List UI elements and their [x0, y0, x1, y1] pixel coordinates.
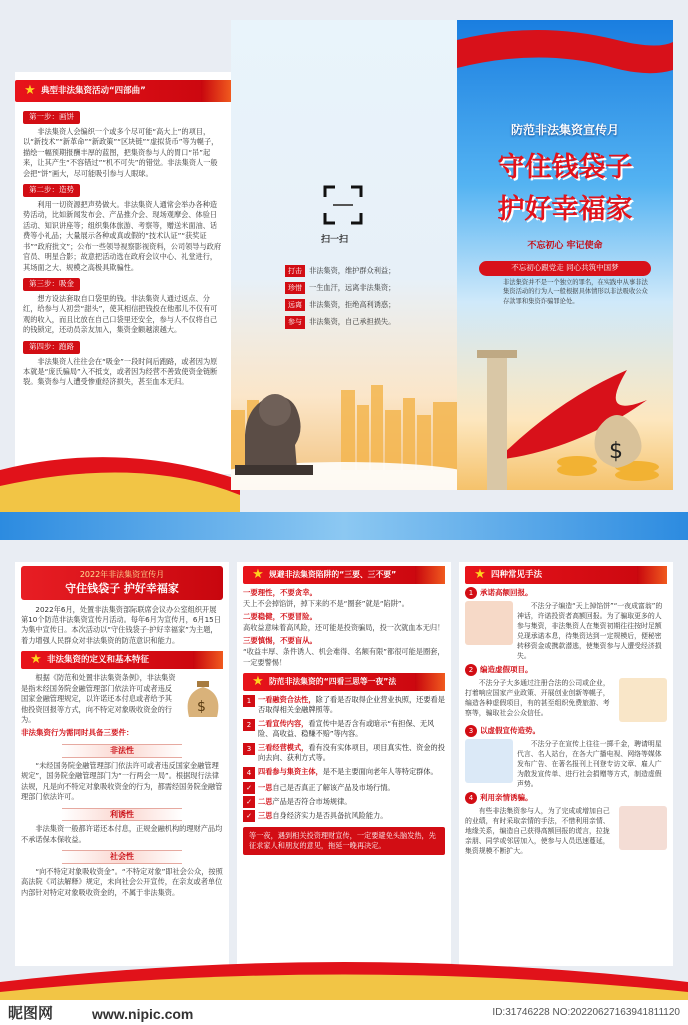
- star-icon: ★: [474, 567, 486, 582]
- four-looks-item: [243, 767, 445, 779]
- checkbox-icon: ✓: [243, 810, 255, 822]
- method-item: [465, 792, 667, 856]
- methods-list: [465, 587, 667, 856]
- three-thinks-item: [243, 782, 445, 794]
- features-title: 非法集资行为需同时具备三要件：: [21, 728, 134, 738]
- three-thinks-text: 自身经济实力是否具备抗风险能力。: [272, 810, 388, 820]
- campaign-intro: 2022年6月，处置非法集资部际联席会议办公室组织开展第10个防范非法集资宣传月活动。每年6月为宣传月，6月15日为集中宣传日。本次活动以“守住钱袋子·护好幸福家”为主题，着力增强人民群众对非法集资的防范意识和能力。: [21, 604, 221, 645]
- cover-kicker: 防范非法集资宣传月: [510, 123, 619, 137]
- three-dos-list: [243, 588, 445, 668]
- method-illustration: [465, 739, 513, 783]
- number-badge: 2: [243, 719, 255, 731]
- method-body: [465, 678, 667, 722]
- slogan-text: 非法集资，维护群众利益；: [309, 265, 396, 275]
- method-text: 不法分子在宣传上往往一掷千金，聘请明星代言、名人站台，在各大广播电视、网络等媒体发布广告、在著名报刊上刊登专访文章、雇人广为散发宣传单、进行社会捐赠等方式，制造虚假声势。: [517, 740, 662, 788]
- three-dos-header: ★ 规避非法集资陷阱的“三要、三不要”: [243, 566, 445, 584]
- slogan-text: 非法集资，拒绝高利诱惑；: [309, 300, 396, 310]
- campaign-banner: 2022年非法集资宣传月 守住钱袋子 护好幸福家: [21, 566, 223, 600]
- three-thinks-item: [243, 796, 445, 808]
- four-looks-list: [243, 695, 445, 779]
- slogan-tag: 远离: [285, 299, 305, 311]
- method-title: 利用亲情诱骗。: [480, 793, 533, 802]
- three-thinks-title: 一思: [258, 782, 273, 792]
- step-text: 非法集资人往往会在“吸金”一段时间后跑路，或者因为原本就是“庞氏骗局”入不抵支，或者因为经营不善致使资金链断裂。集资参与人遭受惨重经济损失，甚至血本无归。: [23, 356, 218, 387]
- three-thinks-text: 产品是否符合市场规律。: [272, 796, 352, 806]
- method-title-row: [465, 792, 667, 804]
- number-badge: 4: [243, 767, 255, 779]
- three-dos-title: 二要稳健，不要冒险。: [243, 612, 317, 622]
- star-icon: ★: [252, 567, 264, 582]
- inner-bottom-decor: [0, 942, 688, 1000]
- wait-one-night-box: 等一夜，遇到相关投资理财宣传，一定要避免头脑发热，先征求家人和朋友的意见，拖延一晚再决定。: [243, 827, 445, 856]
- four-looks-text: 看有没有实体项目，项目真实性、资金的投向去向、获利方式等。: [258, 742, 445, 763]
- method-text: 不法分子编造“天上掉馅饼”“一夜成富翁”的神话，许诺投资者高额回报。为了骗取更多的人参与集资，非法集资人在集资初期往往按时足额兑现承诺本息，待集资达到一定规模后，便秘密转移资金或携款潜逃，使集资参与人遭受经济损失。: [517, 602, 663, 660]
- step-label: 第三步：吸金: [23, 278, 80, 291]
- method-body: [465, 601, 667, 661]
- feature-text: “向不特定对象吸收资金”。“不特定对象”即社会公众，按照高法院《司法解释》规定，未向社会公开宣传，在亲友或者单位内部针对特定对象吸收资金的，不属于非法集资。: [21, 866, 223, 897]
- three-dos-text: 高收益意味着高风险，还可能是投资骗局，投一次就血本无归！: [243, 622, 445, 632]
- scan-frame-icon: [323, 185, 363, 225]
- method-item: [465, 587, 667, 661]
- number-badge: 1: [465, 587, 477, 599]
- svg-text:$: $: [609, 439, 623, 464]
- number-badge: 3: [243, 743, 255, 755]
- stone-lion-illustration: [235, 375, 315, 475]
- money-bag-icon: [183, 673, 223, 721]
- inner-middle-panel: [237, 562, 451, 966]
- method-title-row: [465, 725, 667, 737]
- four-looks-text: 除了看是否取得企业营业执照，还要看是否取得相关金融牌照等。: [258, 694, 445, 715]
- three-dos-title: 一要理性，不要贪幸。: [243, 588, 317, 597]
- three-dos-title: 三要慎惕，不要盲从。: [243, 636, 317, 646]
- star-icon: ★: [30, 652, 42, 668]
- feature-name: 利诱性: [62, 808, 182, 822]
- four-looks-title: 一看融资合法性，: [258, 694, 316, 704]
- watermark-logo: 昵图网: [8, 1004, 54, 1022]
- feature-name: 非法性: [62, 744, 182, 758]
- slogan-tag: 珍惜: [285, 282, 305, 294]
- star-icon: ★: [24, 83, 36, 98]
- four-looks-header: ★ 防范非法集资的“四看三思等一夜”法: [243, 673, 445, 691]
- cover-title-line1: 守住钱袋子: [497, 152, 633, 183]
- cover-motto: 不忘初心 牢记使命: [527, 241, 603, 251]
- qr-scan-box[interactable]: [323, 185, 363, 225]
- outer-cover-panel: [457, 20, 673, 490]
- three-dos-item: [243, 636, 445, 668]
- method-illustration: [465, 601, 513, 645]
- slogan-text: 非法集资，自己承担损失。: [309, 317, 396, 327]
- inner-left-panel: [15, 562, 229, 966]
- features-list: [21, 744, 223, 898]
- three-dos-text: “收益丰厚、条件诱人、机会难得、名额有限”都很可能是圈套，一定要警惕！: [243, 647, 445, 667]
- slogan-row: [285, 282, 455, 294]
- three-thinks-list: [243, 782, 445, 822]
- step-label: 第二步：造势: [23, 184, 80, 197]
- method-text: 有些非法集资参与人，为了完成或增加自己的业绩，有时采取亲情的手法，不惜利用亲情、地缘关系，编造自己获得高额回报的谎言，拉拢亲朋、同学或邻居加入，使参与人员迅速蔓延，集资规模不断扩大。: [465, 807, 610, 855]
- feature-text: “未经国务院金融管理部门依法许可或者违反国家金融管理规定”，国务院金融管理部门为“一行两会一局”。根据现行法律法规，凡是向不特定对象吸收资金的行为，都需经国务院金融管理部门依法许可。: [21, 760, 223, 802]
- star-icon: ★: [252, 673, 264, 689]
- method-title: 以虚假宣传造势。: [480, 726, 540, 735]
- three-thinks-text: 自己是否真正了解该产品及市场行情。: [272, 782, 395, 792]
- slogan-tag: 打击: [285, 265, 305, 277]
- step-text: 想方设法套取自口袋里的钱。非法集资人通过返点、分红，给参与人初尝“甜头”，使其相信把钱投在他那儿不仅有可观的收入，而且比放在自己口袋里还安全，参与人不仅将自己的钱锁定，还动员亲友加入，集资金额越滚越大。: [23, 293, 218, 335]
- four-methods-header: ★ 四种常见手法: [465, 566, 667, 584]
- feature-name: 社会性: [62, 850, 182, 864]
- watermark-url: www.nipic.com: [92, 1006, 194, 1022]
- method-body: [465, 739, 667, 789]
- three-thinks-item: [243, 810, 445, 822]
- three-thinks-title: 二思: [258, 796, 273, 806]
- method-body: [465, 806, 667, 856]
- slogan-tag: 参与: [285, 316, 305, 328]
- method-item: [465, 725, 667, 789]
- outer-middle-panel: [231, 20, 457, 490]
- scan-label: 扫一扫: [321, 235, 349, 245]
- four-looks-text: 是不是主要面向老年人等特定群体。: [322, 766, 438, 776]
- four-steps-header: ★ 典型非法集资活动“四部曲”: [15, 80, 231, 102]
- red-flag-decor: [457, 20, 673, 90]
- checkbox-icon: ✓: [243, 782, 255, 794]
- method-illustration: [619, 678, 667, 722]
- step-label: 第四步：跑路: [23, 341, 80, 354]
- method-illustration: [619, 806, 667, 850]
- cover-intro: 非法集资并不是一个独立的罪名，在实践中从事非法集资活动的行为人一般根据具体情形以非法吸收公众存款罪和集资诈骗罪论处。: [503, 279, 648, 305]
- four-looks-body: [258, 767, 445, 779]
- three-dos-text: 天上不会掉馅饼，掉下来的不是“圈套”就是“陷阱”。: [243, 598, 409, 608]
- cover-title-line2: 护好幸福家: [497, 194, 633, 225]
- slogan-row: [285, 299, 455, 311]
- feature-text: 非法集资一般都许诺还本付息，正规金融机构的理财产品均不承诺保本保收益。: [21, 824, 223, 844]
- method-title: 承诺高额回报。: [480, 588, 533, 597]
- checkbox-icon: ✓: [243, 796, 255, 808]
- four-looks-title: 三看经营模式，: [258, 742, 309, 752]
- slogan-row: [285, 265, 455, 277]
- number-badge: 1: [243, 695, 255, 707]
- brochure-outer-side: [0, 0, 688, 512]
- step-text: 利用一切资源把声势做大。非法集资人通常会举办各种造势活动，比如新闻发布会、产品推介会、现场观摩会、体验日活动、知识讲座等；组织集体旅游、考察等，赠送米面油、话费等小礼品；大量展示各种或真或假的“技术认证”“获奖证书”“政府批文”；公布一些领导视察影视资料，公司领导与政府官员、明星合影；故意把活动选在政府会议中心、礼堂进行，其场面之大、规模之高极具欺骗性。: [23, 199, 222, 272]
- step-label: 第一步：画饼: [23, 111, 80, 124]
- method-title-row: [465, 664, 667, 676]
- watermark-footer: [0, 1000, 688, 1024]
- four-looks-body: [258, 743, 445, 764]
- definition-header: ★ 非法集资的定义和基本特征: [21, 651, 223, 669]
- slogan-text: 一生血汗，远离非法集资；: [309, 282, 396, 292]
- definition-text: 根据《防范和处置非法集资条例》，非法集资是指未经国务院金融管理部门依法许可或者违反国家金融管理规定，以许诺还本付息或者给予其他投资回报等方式，向不特定对象吸收资金的行为。: [21, 673, 176, 725]
- four-looks-item: [243, 695, 445, 716]
- cover-banner: 不忘初心跟党走 同心共筑中国梦: [479, 261, 651, 276]
- number-badge: 3: [465, 725, 477, 737]
- four-looks-body: [258, 719, 445, 740]
- four-looks-body: [258, 695, 445, 716]
- four-looks-text: 看宣传中是否含有或暗示“有担保、无风险、高收益、稳赚不赔”等内容。: [258, 718, 435, 739]
- svg-text:$: $: [197, 699, 206, 716]
- step-text: 非法集资人会编织一个或多个尽可能“高大上”的项目，以“新技术”“新革命”“新政策”“区块链”“虚拟货币”等为幌子，描绘一幅预期报酬丰厚的蓝图，把集资参与人的胃口“吊”起来，让其产生“不容错过”“机不可失”的错觉。非法集资人一般会把“饼”画大，尽可能吸引参与人眼球。: [23, 126, 219, 178]
- slogan-list: [285, 265, 455, 334]
- four-looks-item: [243, 719, 445, 740]
- watermark-id: ID:31746228 NO:20220627163941811120: [492, 1007, 680, 1018]
- method-title: 编造虚假项目。: [480, 665, 533, 674]
- brochure-inner-side: [0, 512, 688, 1000]
- three-dos-item: [243, 612, 445, 633]
- four-looks-title: 二看宣传内容，: [258, 718, 309, 728]
- method-title-row: [465, 587, 667, 599]
- three-dos-item: [243, 588, 445, 609]
- four-looks-title: 四看参与集资主体，: [258, 766, 323, 776]
- number-badge: 2: [465, 664, 477, 676]
- method-text: 不法分子大多通过注册合法的公司或企业，打着响应国家产业政策、开展创业创新等幌子，编造各种虚假项目，有的甚至组织免费旅游、考察等，骗取社会公众信任。: [465, 679, 610, 717]
- method-item: [465, 664, 667, 722]
- huabiao-column-and-coins: [457, 310, 673, 490]
- three-thinks-title: 三思: [258, 810, 273, 820]
- slogan-row: [285, 316, 455, 328]
- number-badge: 4: [465, 792, 477, 804]
- inner-right-panel: [459, 562, 673, 966]
- four-looks-item: [243, 743, 445, 764]
